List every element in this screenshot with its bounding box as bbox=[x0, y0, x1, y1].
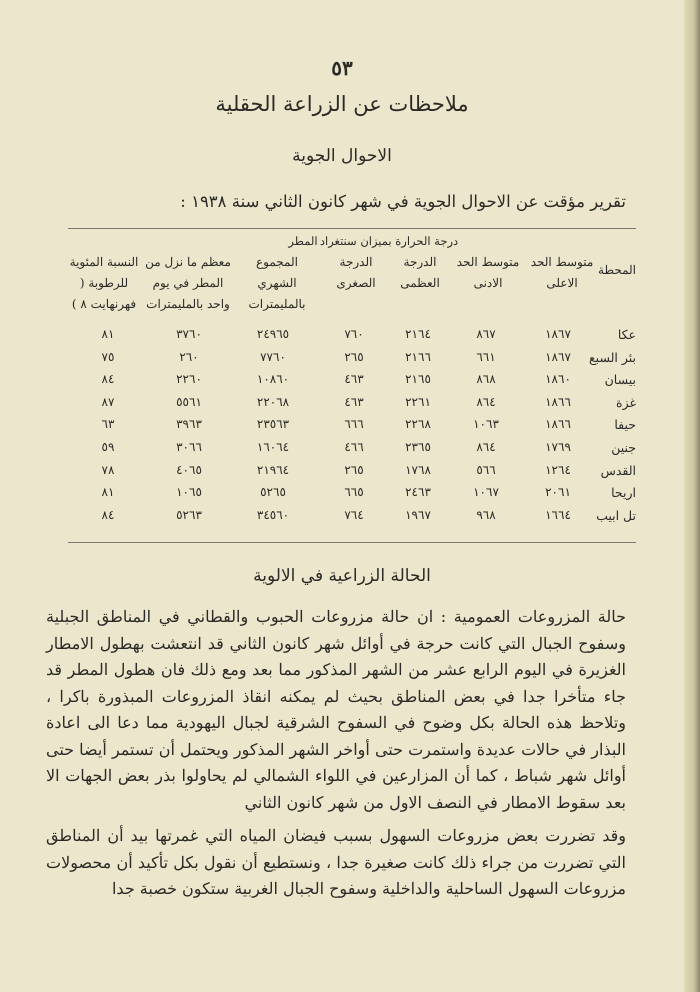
cell-avg-min: ٥٦٦ bbox=[476, 462, 496, 477]
cell-max-temp: ٢٣٦٥ bbox=[405, 440, 431, 454]
cell-avg-min: ١٠٦٧ bbox=[473, 485, 499, 500]
col-header-monthly-total: المجموع الشهري بالمليمترات bbox=[248, 255, 306, 311]
cell-min-temp: ٤٦٣ bbox=[344, 372, 364, 387]
cell-avg-max: ١٦٦٤ bbox=[545, 507, 571, 522]
cell-max-day-rain: ٥٢٦٣ bbox=[176, 507, 202, 522]
cell-min-temp: ٤٦٦ bbox=[344, 440, 364, 454]
table-row bbox=[68, 417, 636, 439]
table-row bbox=[68, 485, 636, 507]
cell-max-temp: ٢٢٦٨ bbox=[405, 417, 431, 432]
paragraph-plains-flooding: وقد تضررت بعض مزروعات السهول بسبب فيضان المياه التي غمرتها بيد أن المناطق التي تضررت من جراء ذلك كانت صغيرة جدا ، ونستطيع أن نقول بكل تأكيد أن محصولات مزروعات السهول الساحلية والداخلية وسفوح الجبال الغربية ستكون خصبة جدا bbox=[46, 826, 627, 898]
col-header-max-day-rain: معظم ما نزل من المطر في يوم واحد بالمليمترات bbox=[145, 255, 231, 311]
cell-max-day-rain: ١٠٦٥ bbox=[176, 485, 202, 500]
cell-humidity: ٨٤ bbox=[101, 372, 115, 387]
cell-station: تل ابيب bbox=[596, 507, 636, 523]
temperature-group-header: درجة الحرارة بميزان سنتغراد bbox=[319, 234, 459, 248]
cell-min-temp: ٢٦٥ bbox=[344, 462, 364, 477]
cell-max-day-rain: ٢٢٦٠ bbox=[176, 372, 202, 387]
cell-max-temp: ٢١٦٥ bbox=[405, 372, 431, 387]
table-row bbox=[68, 463, 636, 485]
page-edge-shadow bbox=[684, 0, 700, 992]
cell-station: جنين bbox=[611, 440, 636, 455]
cell-station: بئر السبع bbox=[589, 349, 636, 365]
cell-max-day-rain: ٣٧٦٠ bbox=[176, 327, 202, 341]
table-row bbox=[68, 327, 636, 349]
cell-max-temp: ٢٢٦١ bbox=[405, 394, 431, 409]
cell-humidity: ٥٩ bbox=[101, 440, 115, 454]
cell-avg-min: ٩٦٨ bbox=[476, 507, 496, 522]
table-row bbox=[68, 350, 636, 372]
cell-max-temp: ٢١٦٦ bbox=[405, 349, 431, 364]
report-heading: تقرير مؤقت عن الاحوال الجوية في شهر كانون الثاني سنة ١٩٣٨ : bbox=[180, 192, 626, 211]
table-row bbox=[68, 440, 636, 462]
cell-min-temp: ٧٦٠ bbox=[344, 327, 364, 341]
col-header-avg-min: متوسط الحد الادنى bbox=[456, 255, 520, 290]
cell-max-day-rain: ٥٥٦١ bbox=[176, 394, 202, 409]
cell-station: بيسان bbox=[604, 372, 636, 388]
cell-avg-max: ٢٠٦١ bbox=[545, 485, 571, 500]
table-row bbox=[68, 372, 636, 394]
cell-station: عكا bbox=[617, 327, 636, 342]
page-number: ٥٣ bbox=[331, 56, 353, 80]
cell-avg-max: ١٨٦٧ bbox=[545, 327, 571, 341]
cell-avg-min: ٨٦٤ bbox=[476, 440, 496, 454]
cell-station: حيفا bbox=[614, 417, 636, 433]
cell-avg-min: ٨٦٨ bbox=[476, 372, 496, 387]
cell-station: اريحا bbox=[611, 485, 636, 501]
cell-monthly-total: ٢٤٩٦٥ bbox=[256, 327, 290, 341]
cell-min-temp: ٧٦٤ bbox=[344, 507, 364, 522]
cell-humidity: ٧٥ bbox=[101, 349, 115, 364]
cell-avg-max: ١٧٦٩ bbox=[545, 440, 571, 454]
cell-monthly-total: ٢٢٠٦٨ bbox=[256, 394, 290, 409]
cell-avg-max: ١٢٦٤ bbox=[545, 462, 571, 477]
cell-monthly-total: ١٠٨٦٠ bbox=[256, 372, 290, 387]
table-top-rule bbox=[68, 228, 636, 229]
cell-avg-max: ١٨٦٠ bbox=[545, 372, 571, 387]
cell-max-day-rain: ٤٠٦٥ bbox=[176, 462, 202, 477]
rain-group-header: المطر bbox=[288, 234, 318, 248]
page-title: ملاحظات عن الزراعة الحقلية bbox=[215, 92, 469, 116]
section-title: الحالة الزراعية في الالوية bbox=[253, 566, 431, 586]
cell-min-temp: ٦٦٥ bbox=[344, 485, 364, 500]
cell-monthly-total: ٢١٩٦٤ bbox=[256, 462, 290, 477]
weather-table bbox=[68, 232, 636, 542]
cell-max-temp: ١٩٦٧ bbox=[405, 507, 431, 522]
section-subtitle: الاحوال الجوية bbox=[292, 146, 392, 166]
cell-min-temp: ٤٦٣ bbox=[344, 394, 364, 409]
cell-humidity: ٨١ bbox=[101, 327, 115, 341]
cell-min-temp: ٦٦٦ bbox=[344, 417, 364, 432]
cell-avg-min: ٨٦٤ bbox=[476, 394, 496, 409]
cell-monthly-total: ٥٢٦٥ bbox=[260, 485, 286, 500]
cell-max-temp: ١٧٦٨ bbox=[405, 462, 431, 477]
cell-humidity: ٨٧ bbox=[101, 394, 115, 409]
cell-max-day-rain: ٣٩٦٣ bbox=[176, 417, 202, 432]
paragraph-field-crops: حالة المزروعات العمومية : ان حالة مزروعات الحبوب والقطاني في المناطق الجبلية وسفوح الجبال التي كانت حرجة في أوائل شهر كانون الثاني قد انتعشت بهطول الامطار الغزيرة في اليوم الرابع عشر من الشهر المذكور مما بعد ومع ذلك فان هطول المطر قد جاء متأخرا جدا في بعض المناطق بحيث لم يمكنه انقاذ المزروعات المبذورة باكرا ، وتلاحظ هذه الحالة بكل وضوح في السفوح الشرقية لجبال اليهودية مما دعا الى اعادة البذار في حالات عديدة واستمرت حتى أواخر الشهر المذكور ويحتمل أن تستمر أيضا حتى أوائل شهر شباط ، كما أن المزارعين في اللواء الشمالي لم يحاولوا بذر بعض الجهات الا بعد سقوط الامطار في النصف الاول من شهر كانون الثاني bbox=[46, 607, 627, 812]
cell-station: القدس bbox=[600, 462, 636, 478]
cell-max-day-rain: ٣٠٦٦ bbox=[176, 440, 202, 454]
cell-monthly-total: ١٦٠٦٤ bbox=[256, 440, 290, 454]
col-header-station: المحطة bbox=[598, 263, 636, 277]
cell-avg-max: ١٨٦٧ bbox=[545, 349, 571, 364]
cell-monthly-total: ٧٧٦٠ bbox=[260, 349, 286, 364]
cell-monthly-total: ٢٣٥٦٣ bbox=[256, 417, 290, 432]
cell-max-temp: ٢١٦٤ bbox=[405, 327, 431, 341]
cell-humidity: ٨٤ bbox=[101, 507, 115, 522]
table-row bbox=[68, 508, 636, 530]
cell-humidity: ٦٣ bbox=[101, 417, 115, 432]
cell-avg-min: ١٠٦٣ bbox=[473, 417, 499, 432]
col-header-humidity: النسبة المئوية للرطوبة ( فهرنهايت ٨ ) bbox=[69, 255, 139, 311]
table-bottom-rule bbox=[68, 542, 636, 543]
cell-max-temp: ٢٤٦٣ bbox=[405, 485, 431, 500]
cell-avg-min: ٦٦١ bbox=[476, 349, 496, 364]
cell-station: غزة bbox=[616, 394, 636, 410]
cell-max-day-rain: ٢٦٠ bbox=[179, 349, 199, 364]
cell-humidity: ٧٨ bbox=[101, 462, 115, 477]
col-header-min-temp: الدرجة الصغرى bbox=[336, 255, 376, 290]
cell-avg-max: ١٨٦٦ bbox=[545, 417, 571, 432]
cell-avg-max: ١٨٦٦ bbox=[545, 394, 571, 409]
col-header-max-temp: الدرجة العظمى bbox=[400, 255, 440, 290]
col-header-avg-max: متوسط الحد الاعلى bbox=[530, 255, 594, 290]
cell-humidity: ٨١ bbox=[101, 485, 115, 500]
cell-monthly-total: ٣٤٥٦٠ bbox=[256, 507, 290, 522]
table-row bbox=[68, 395, 636, 417]
cell-avg-min: ٨٦٧ bbox=[476, 327, 496, 341]
cell-min-temp: ٢٦٥ bbox=[344, 349, 364, 364]
